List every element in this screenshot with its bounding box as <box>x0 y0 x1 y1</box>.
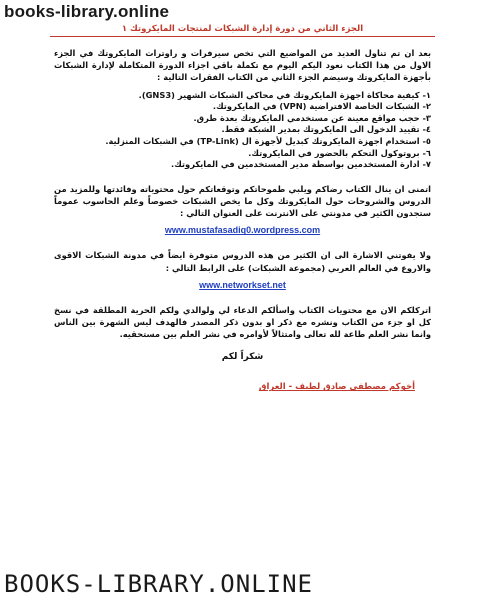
watermark-top: books-library.online <box>4 2 170 21</box>
blog-link[interactable]: www.mustafasadiq0.wordpress.com <box>164 225 321 236</box>
group-link[interactable]: www.networkset.net <box>199 279 286 290</box>
list-item: ٥- استخدام اجهزة المايكروتك كبديل لأجهزة ال (TP-Link) في الشبكات المنزلية. <box>105 135 431 146</box>
watermark-bottom: BOOKS-LIBRARY.ONLINE <box>4 570 313 598</box>
intro-paragraph: بعد ان تم تناول العديد من المواضيع التي تخص سيرفرات و راوترات المايكروتك في الجزء الاول من هذا الكتاب نعود اليكم اليوم مع تكملة باقي اجزاء الدورة المتكاملة لإدارة الشبكات بأجهزة المايكروتك وسيضم الجزء الثاني من الكتاب الفقرات التالية : <box>54 48 431 83</box>
author-signature: أخوكم مصطفى صادق لطيف - العراق <box>258 382 415 393</box>
list-item: ١- كيفية محاكاة اجهزة المايكروتك في محاكي الشبكات الشهير (GNS3). <box>138 89 431 100</box>
topics-list <box>54 90 431 171</box>
page-header: الجزء الثاني من دورة إدارة الشبكات لمنتجات المايكروتك ١ <box>50 18 435 37</box>
list-item: ٤- تقييد الدخول الى المايكروتك بمدير الشبكة فقط. <box>221 124 431 135</box>
document-page <box>40 18 445 566</box>
list-item: ٣- حجب مواقع معينة عن مستخدمي المايكروتك بعدة طرق. <box>193 112 431 123</box>
list-item: ٢- الشبكات الخاصة الافتراضية (VPN) في المايكروتك. <box>212 101 431 112</box>
group-paragraph: ولا يفوتني الاشارة الى ان الكثير من هذه الدروس متوفرة ايضاً في مدونة الشبكات الاقوى والاروع في العالم العربي (مجموعة الشبكات) على الرابط التالي : <box>54 250 431 273</box>
permission-paragraph: اتركلكم الان مع محتويات الكتاب واسألكم الدعاء لي ولوالدي ولكم الحرية المطلقة في نسخ كل او جزء من الكتاب ونشره مع ذكر او بدون ذكر المصدر فالهدف ليس الشهرة بين الناس وانما نشر العلم طاعة لله تعالى وامتثالاً لأوامره في نشر العلم بين مستحقيه. <box>54 304 431 340</box>
thanks-text: شكراً لكم <box>221 352 264 363</box>
wish-paragraph: اتمنى ان ينال الكتاب رضاكم ويلبي طموحاتكم وتوقعاتكم حول محتوياته وفائدتها وللمزيد من الدروس والشروحات حول المايكروتك وكل ما يخص الشبكات خصوصاً وعلم الحاسوب عموماً ستجدون الكثير في مدونتي على الانترنت على العنوان التالي : <box>54 183 431 219</box>
list-item: ٧- ادارة المستخدمين بواسطة مدير المستخدمين في المايكروتك. <box>171 159 431 170</box>
list-item: ٦- بروتوكول التحكم بالحضور في المايكروتك. <box>248 147 431 158</box>
